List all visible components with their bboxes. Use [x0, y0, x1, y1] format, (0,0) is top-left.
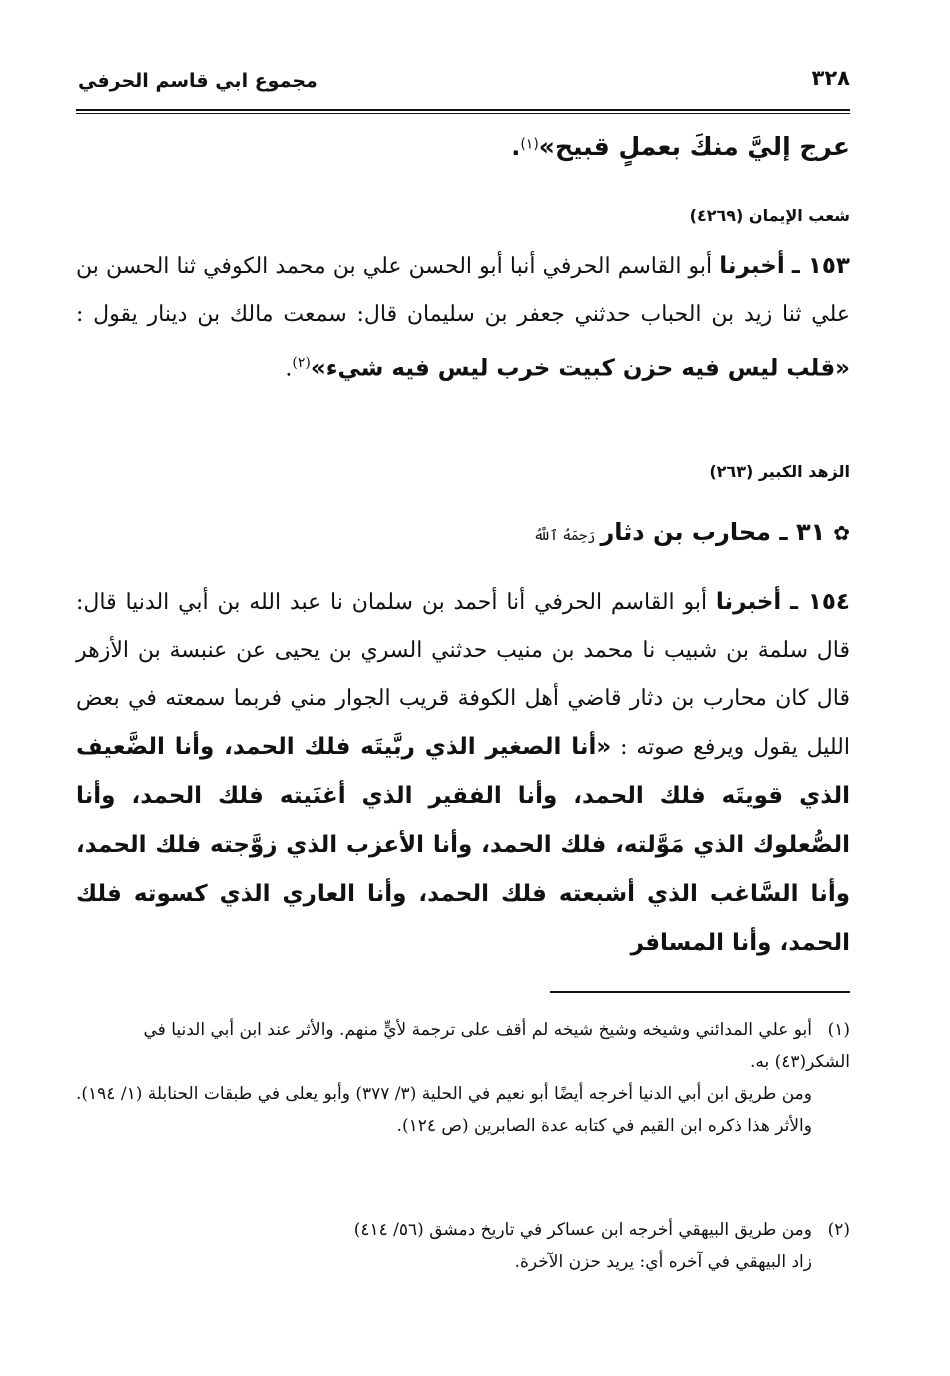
- source-citation: شعب الإيمان (٤٢٦٩): [689, 206, 850, 225]
- footnote-text: ومن طريق البيهقي أخرجه ابن عساكر في تاريخ دمشق (٥٦/ ٤١٤): [353, 1220, 812, 1240]
- continued-quote: [76, 132, 850, 161]
- source-citation: الزهد الكبير (٢٦٣): [709, 462, 850, 481]
- footnote-text: أبو علي المدائني وشيخه وشيخ شيخه لم أقف على ترجمة لأيٍّ منهم. والأثر عند ابن أبي الدنيا في الشكر(٤٣) به.: [143, 1020, 850, 1072]
- footnote-2: [76, 1214, 850, 1278]
- footnote-ref: (٢): [292, 355, 311, 371]
- quote-text: عرج إليَّ منكَ بعملٍ قبيح»: [538, 132, 850, 161]
- footnote-ref: (١): [520, 136, 539, 153]
- footnote-paragraph: ومن طريق ابن أبي الدنيا أخرجه أيضًا أبو نعيم في الحلية (٣/ ٣٧٧) وأبو يعلى في طبقات الحنابلة (١/ ١٩٤). والأثر هذا ذكره ابن القيم في كتابه عدة الصابرين (ص ١٢٤).: [76, 1084, 812, 1136]
- hadith-end: .: [285, 356, 293, 382]
- footnote-number: (١): [827, 1020, 850, 1040]
- header-rule-thin: [76, 113, 850, 114]
- footnote-rule: [550, 991, 850, 993]
- hadith-number: ١٥٣ ـ: [791, 253, 850, 279]
- running-title: مجموع ابي قاسم الحرفي: [78, 70, 318, 92]
- page-number: ٣٢٨: [811, 66, 850, 90]
- section-title: ٣١ ـ محارب بن دثار: [600, 518, 826, 546]
- section-heading: [76, 518, 850, 546]
- quote-end: .: [511, 133, 521, 161]
- footnote-paragraph: زاد البيهقي في آخره أي: يريد حزن الآخرة.: [514, 1252, 812, 1272]
- hadith-text: أبو القاسم الحرفي أنا أحمد بن سلمان نا عبد الله بن أبي الدنيا قال: قال سلمة بن شبيب نا محمد بن منيب حدثني السري بن يحيى عن عنبسة بن الأزهر قال كان محارب بن دثار قاضي أهل الكوفة قريب الجوار مني فربما سمعته في بعض الليل يقول ويرفع صوته :: [76, 590, 850, 760]
- hadith-text: أبو القاسم الحرفي أنبا أبو الحسن علي بن محمد الكوفي ثنا الحسن بن علي ثنا زيد بن الحباب حدثني جعفر بن سليمان قال: سمعت مالك بن دينار يقول :: [76, 254, 850, 327]
- hadith-number: ١٥٤ ـ: [790, 589, 850, 615]
- footnote-paragraph: [76, 1014, 850, 1078]
- hadith-quote: «أنا الصغير الذي ربَّيتَه فلك الحمد، وأنا الضَّعيف الذي قويتَه فلك الحمد، وأنا الفقير الذي أغنَيته فلك الحمد، وأنا الصُّعلوك الذي مَوَّلته، فلك الحمد، وأنا الأعزب الذي زوَّجته فلك الحمد، وأنا السَّاغب الذي أشبعته فلك الحمد، وأنا العاري الذي كسوته فلك الحمد، وأنا المسافر: [76, 734, 850, 956]
- honorific: رَحِمَهُ ٱللَّهُ: [533, 528, 596, 544]
- hadith-quote: «قلب ليس فيه حزن كبيت خرب ليس فيه شيء»: [310, 355, 850, 382]
- footnote-paragraph: [76, 1214, 850, 1246]
- header-rule: [76, 109, 850, 111]
- hadith-lead: أخبرنا: [715, 589, 782, 615]
- hadith-154: [76, 578, 850, 968]
- footnote-1: [76, 1014, 850, 1142]
- footnote-number: (٢): [827, 1220, 850, 1240]
- hadith-lead: أخبرنا: [719, 253, 785, 279]
- hadith-153: [76, 242, 850, 393]
- flower-ornament-icon: ✿: [833, 521, 850, 545]
